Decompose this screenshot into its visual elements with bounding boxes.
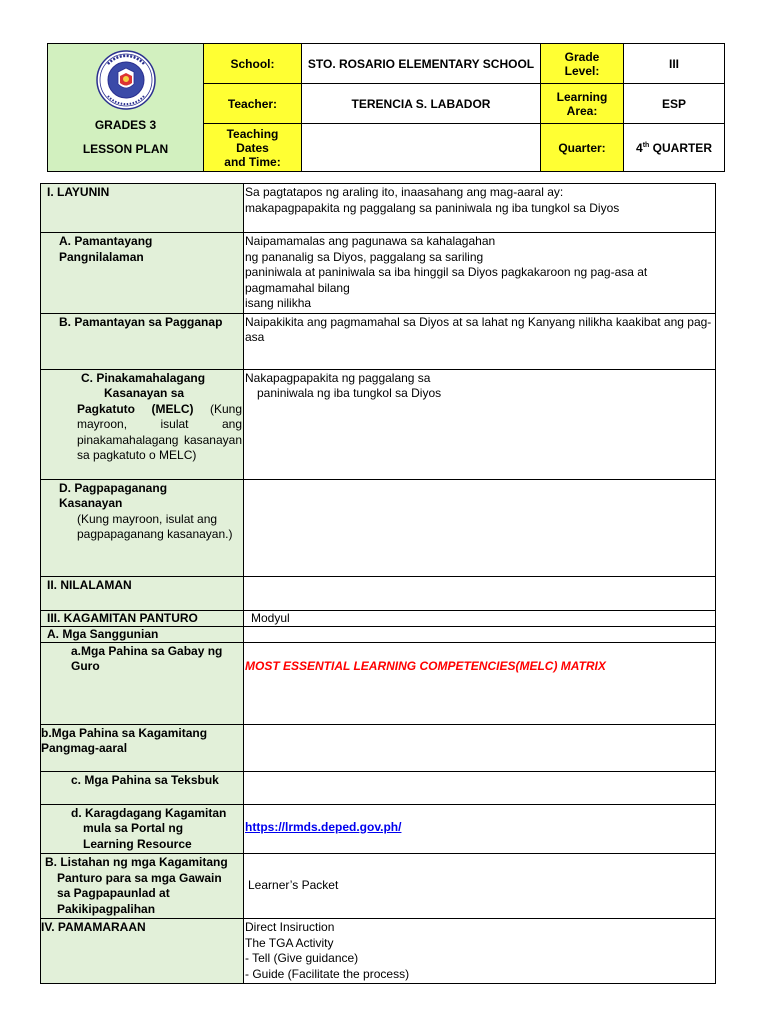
teacher-label: Teacher: — [204, 84, 302, 124]
melc-label: C. Pinakamahalagang Kasanayan sa Pagkatuto (MELC) (Kung mayroon, isulat ang pinakamahalagang kasanayan sa pagkatuto o MELC) — [41, 369, 244, 479]
table-row — [41, 610, 716, 626]
school-label: School: — [204, 44, 302, 84]
sanggunian-value — [244, 626, 716, 642]
table-row — [41, 369, 716, 479]
listahan-value: Learner’s Packet — [244, 854, 716, 919]
pamantayan-sa-pagganap-value: Naipakikita ang pagmamahal sa Diyos at sa lahat ng Kanyang nilikha kaakibat ang pag-asa — [244, 313, 716, 369]
grades-label: GRADES 3 — [94, 118, 157, 132]
kagamitang-pangmag-aaral-label: b.Mga Pahina sa Kagamitang Pangmag-aaral — [41, 724, 244, 771]
teksbuk-label: c. Mga Pahina sa Teksbuk — [41, 771, 244, 804]
table-row — [41, 854, 716, 919]
pagpapaganang-kasanayan-value — [244, 479, 716, 576]
table-row — [41, 626, 716, 642]
school-value: STO. ROSARIO ELEMENTARY SCHOOL — [302, 44, 541, 84]
layunin-value: Sa pagtatapos ng araling ito, inaasahang ang mag-aaral ay: makapagpapakita ng paggalang sa paniniwala ng iba tungkol sa Diyos — [244, 184, 716, 233]
teksbuk-value — [244, 771, 716, 804]
table-row — [41, 479, 716, 576]
karagdagang-kagamitan-label: d. Karagdagang Kagamitan mula sa Portal ng Learning Resource — [41, 804, 244, 854]
table-row — [41, 804, 716, 854]
header-table — [47, 43, 725, 172]
table-row — [41, 184, 716, 233]
pagpapaganang-kasanayan-label: D. Pagpapaganang Kasanayan (Kung mayroon, isulat ang pagpapaganang kasanayan.) — [41, 479, 244, 576]
table-row — [41, 919, 716, 984]
lrmds-link[interactable]: https://lrmds.deped.gov.ph/ — [245, 819, 402, 834]
pamantayan-sa-pagganap-label: B. Pamantayan sa Pagganap — [41, 313, 244, 369]
listahan-label: B. Listahan ng mga Kagamitang Panturo para sa mga Gawain sa Pagpapaunlad at Pakikipagpalihan — [41, 854, 244, 919]
learning-area-label: Learning Area: — [541, 84, 624, 124]
pamamaraan-label: IV. PAMAMARAAN — [41, 919, 244, 984]
gabay-ng-guro-label: a.Mga Pahina sa Gabay ng Guro — [41, 642, 244, 724]
gabay-ng-guro-value: MOST ESSENTIAL LEARNING COMPETENCIES(MELC) MATRIX — [244, 642, 716, 724]
kagamitan-panturo-label: III. KAGAMITAN PANTURO — [41, 610, 244, 626]
pamamaraan-value: Direct Insiruction The TGA Activity - Tell (Give guidance) - Guide (Facilitate the process) — [244, 919, 716, 984]
pamantayang-pangnilalaman-label: A. Pamantayang Pangnilalaman — [41, 233, 244, 314]
table-row — [41, 642, 716, 724]
table-row — [41, 576, 716, 610]
lrmds-link-cell — [244, 804, 716, 854]
grade-level-label: Grade Level: — [541, 44, 624, 84]
grade-level-value: III — [624, 44, 725, 84]
nilalaman-label: II. NILALAMAN — [41, 576, 244, 610]
deped-seal-icon — [96, 50, 156, 110]
table-row — [41, 771, 716, 804]
lesson-plan-label: LESSON PLAN — [82, 142, 169, 156]
teacher-value: TERENCIA S. LABADOR — [302, 84, 541, 124]
kagamitang-pangmag-aaral-value — [244, 724, 716, 771]
layunin-label: I. LAYUNIN — [41, 184, 244, 233]
pamantayang-pangnilalaman-value: Naipamamalas ang pagunawa sa kahalagahan ng pananalig sa Diyos, paggalang sa sariling paniniwala at paniniwala sa iba hinggil sa Diyos pagkakaroon ng pag-asa at pagmamahal bilang isang nilikha — [244, 233, 716, 314]
melc-value: Nakapagpapakita ng paggalang sa paniniwala ng iba tungkol sa Diyos — [244, 369, 716, 479]
table-row — [41, 724, 716, 771]
quarter-value: 4th QUARTER — [624, 124, 725, 172]
sanggunian-label: A. Mga Sanggunian — [41, 626, 244, 642]
lesson-plan-table — [40, 183, 716, 984]
learning-area-value: ESP — [624, 84, 725, 124]
table-row — [41, 313, 716, 369]
nilalaman-value — [244, 576, 716, 610]
table-row — [41, 233, 716, 314]
quarter-label: Quarter: — [541, 124, 624, 172]
teaching-dates-label: Teaching Dates and Time: — [204, 124, 302, 172]
kagamitan-panturo-value: Modyul — [244, 610, 716, 626]
teaching-dates-value — [302, 124, 541, 172]
logo-cell — [48, 44, 204, 172]
